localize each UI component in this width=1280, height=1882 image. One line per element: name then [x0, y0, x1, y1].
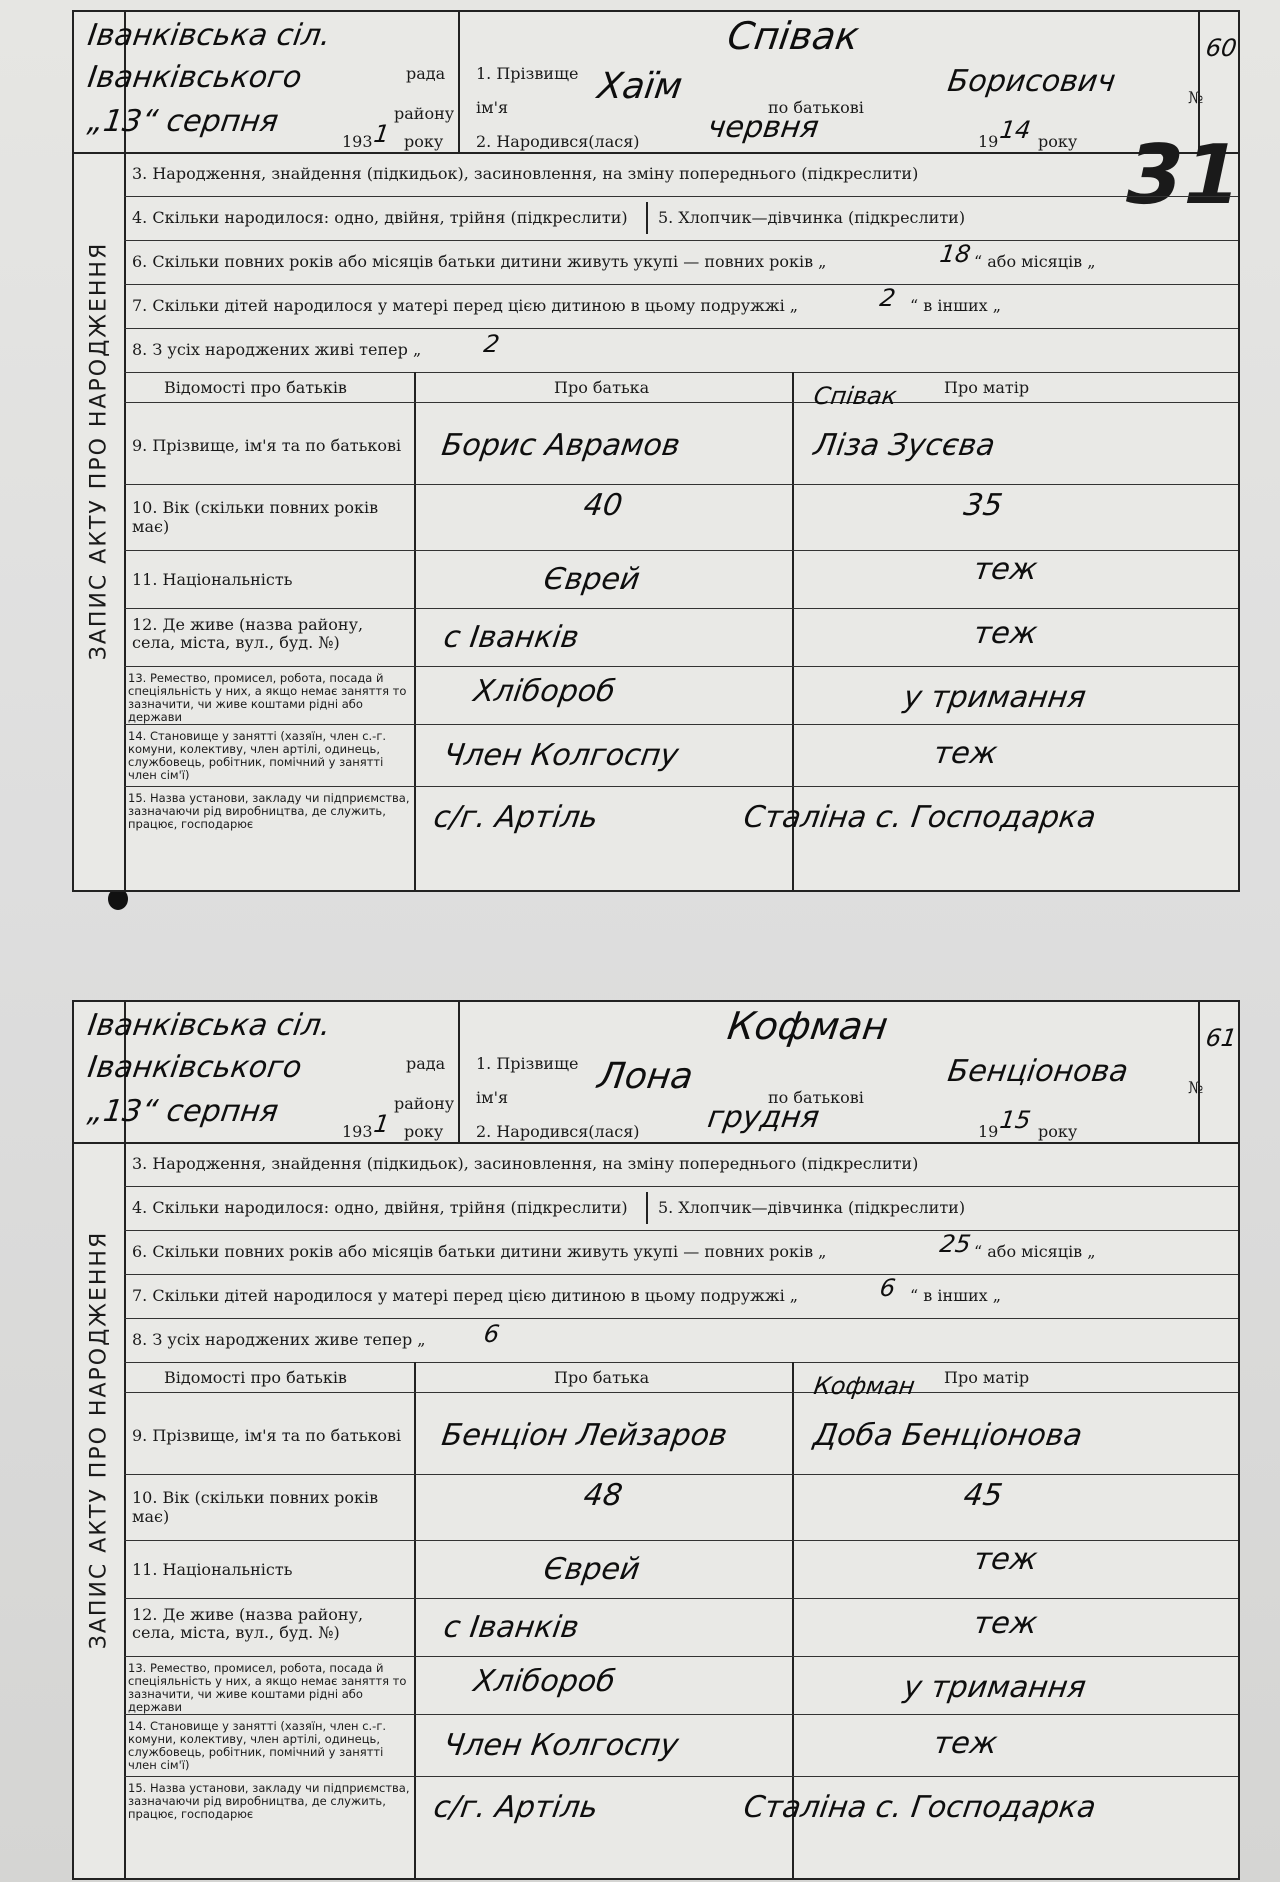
- district-suffix: району: [394, 1094, 455, 1113]
- r15-mother: Сталіна с. Господарка: [741, 800, 1099, 835]
- r12-label: 12. Де живе (назва району, села, міста, вул., буд. №): [132, 1605, 364, 1642]
- q7-text: 7. Скільки дітей народилося у матері перед цією дитиною в цьому подружжі „: [132, 296, 799, 315]
- district-name: Іванківського: [85, 60, 304, 95]
- birth-month: грудня: [705, 1100, 822, 1135]
- row-r13: [124, 666, 1238, 725]
- birth-record-card: [72, 10, 1251, 892]
- year-suffix: року: [404, 132, 444, 151]
- q6-text: 6. Скільки повних років або місяців батьки дитини живуть укупі — повних років „: [132, 1242, 827, 1261]
- row-q3: [124, 152, 1238, 197]
- row-r10: [124, 484, 1238, 551]
- council-suffix: рада: [406, 64, 446, 83]
- surname-label: 1. Прізвище: [476, 64, 579, 83]
- surname-label: 1. Прізвище: [476, 1054, 579, 1073]
- q6-value: 25: [938, 1230, 973, 1258]
- q7-tail: “ в інших „: [910, 1286, 1002, 1305]
- q3-text: 3. Народження, знайдення (підкидьок), засиновлення, на зміну попереднього (підкреслити): [132, 164, 919, 183]
- r13-mother: у тримання: [901, 1670, 1089, 1705]
- row-col-heads: [124, 372, 1238, 403]
- child-surname: Співак: [724, 14, 862, 58]
- r15-label: 15. Назва установи, закладу чи підприємства, зазначаючи рід виробництва, де служить, працює, господарює: [128, 1781, 410, 1821]
- r10-mother: 35: [961, 488, 1005, 523]
- q6-tail: “ або місяців „: [974, 252, 1096, 271]
- q4-text: 4. Скільки народилося: одно, двійня, трійня (підкреслити): [132, 208, 628, 227]
- year-suffix: року: [404, 1122, 444, 1141]
- r11-father: Єврей: [541, 1552, 643, 1587]
- record-body: [124, 152, 1238, 890]
- q8-value: 6: [482, 1320, 502, 1348]
- r12-father: с Іванків: [441, 620, 582, 655]
- council-name: Іванківська сіл.: [85, 18, 333, 53]
- r14-label: 14. Становище у занятті (хазяїн, член с.-г. комуни, колективу, член артілі, одинець, службовець, робітник, помічний у занятті член сім'ї): [128, 729, 387, 782]
- record-side-title: ЗАПИС АКТУ ПРО НАРОДЖЕННЯ: [86, 241, 112, 661]
- birth-year-handwritten: 14: [998, 116, 1033, 144]
- record-number: 60: [1204, 34, 1239, 62]
- birth-year-suffix: року: [1038, 132, 1078, 151]
- birth-month: червня: [705, 110, 822, 145]
- header-child-cell: [458, 12, 1200, 152]
- header-registry-cell: [74, 12, 460, 152]
- q8-text: 8. З усіх народжених живе тепер „: [132, 1330, 426, 1349]
- r14-label: 14. Становище у занятті (хазяїн, член с.-г. комуни, колективу, член артілі, одинець, службовець, робітник, помічний у занятті член сім'ї): [128, 1719, 387, 1772]
- r15-father: с/г. Артіль: [431, 1790, 601, 1825]
- name-label: ім'я: [476, 98, 509, 117]
- record-header: [74, 1002, 1238, 1144]
- q7-value: 2: [878, 284, 898, 312]
- r15-father: с/г. Артіль: [431, 800, 601, 835]
- number-label: №: [1188, 88, 1204, 107]
- row-r11: [124, 1540, 1238, 1599]
- r9-father-surname: Кофман: [812, 1372, 917, 1400]
- col-head-info: Відомості про батьків: [164, 1368, 347, 1387]
- child-patronymic: Борисович: [945, 64, 1118, 99]
- r14-father: Член Колгоспу: [441, 738, 681, 773]
- header-registry-cell: [74, 1002, 460, 1142]
- row-q6: [124, 1230, 1238, 1275]
- r11-mother: теж: [971, 1542, 1040, 1577]
- row-r15: [124, 1776, 1238, 1836]
- birth-year-handwritten: 15: [998, 1106, 1033, 1134]
- r9-mother: Ліза Зусєва: [811, 428, 998, 463]
- header-number-cell: [1188, 1002, 1239, 1142]
- record-number: 61: [1204, 1024, 1239, 1052]
- r9-father-surname: Співак: [812, 382, 899, 410]
- row-q7: [124, 284, 1238, 329]
- row-r14: [124, 1714, 1238, 1777]
- r14-mother: теж: [931, 736, 1000, 771]
- record-side-title: ЗАПИС АКТУ ПРО НАРОДЖЕННЯ: [86, 1230, 112, 1650]
- q4-text: 4. Скільки народилося: одно, двійня, трійня (підкреслити): [132, 1198, 628, 1217]
- r13-father: Хлібороб: [471, 674, 618, 709]
- row-q4-q5: [124, 1186, 1238, 1231]
- q7-tail: “ в інших „: [910, 296, 1002, 315]
- child-surname: Кофман: [724, 1004, 891, 1048]
- col-head-mother: Про матір: [944, 378, 1030, 397]
- r9-father: Борис Аврамов: [439, 428, 683, 463]
- r9-mother: Доба Бенціонова: [811, 1418, 1085, 1453]
- r11-father: Єврей: [541, 562, 643, 597]
- divider: [646, 1192, 648, 1224]
- r12-label: 12. Де живе (назва району, села, міста, вул., буд. №): [132, 615, 364, 652]
- q6-value: 18: [938, 240, 973, 268]
- r10-label: 10. Вік (скільки повних років має): [132, 498, 379, 536]
- year-prefix: 193: [342, 132, 373, 151]
- r12-mother: теж: [971, 616, 1040, 651]
- row-r15: [124, 786, 1238, 846]
- r12-mother: теж: [971, 1606, 1040, 1641]
- row-r12: [124, 1598, 1238, 1657]
- registration-date: „13“ серпня: [85, 1094, 281, 1129]
- q6-text: 6. Скільки повних років або місяців батьки дитини живуть укупі — повних років „: [132, 252, 827, 271]
- r11-label: 11. Національність: [132, 570, 293, 589]
- q7-value: 6: [878, 1274, 898, 1302]
- row-r14: [124, 724, 1238, 787]
- child-name: Лона: [595, 1056, 696, 1097]
- r13-label: 13. Ремество, промисел, робота, посада й спеціяльність у них, а якщо немає заняття то зазначити, чи живе коштами рідні або держави: [128, 671, 407, 724]
- record-header: [74, 12, 1238, 154]
- row-q7: [124, 1274, 1238, 1319]
- row-q6: [124, 240, 1238, 285]
- patronymic-label: по батькові: [768, 98, 864, 117]
- r11-label: 11. Національність: [132, 1560, 293, 1579]
- q5-text: 5. Хлопчик—дівчинка (підкреслити): [658, 208, 966, 227]
- r9-label: 9. Прізвище, ім'я та по батькові: [132, 1426, 402, 1445]
- r9-father: Бенціон Лейзаров: [439, 1418, 730, 1453]
- r13-father: Хлібороб: [471, 1664, 618, 1699]
- r10-label: 10. Вік (скільки повних років має): [132, 1488, 379, 1526]
- divider: [646, 202, 648, 234]
- birth-year-prefix: 19: [978, 1122, 999, 1141]
- birth-year-suffix: року: [1038, 1122, 1078, 1141]
- row-q8: [124, 1318, 1238, 1363]
- q8-text: 8. З усіх народжених живі тепер „: [132, 340, 422, 359]
- born-label: 2. Народився(лася): [476, 1122, 640, 1141]
- born-label: 2. Народився(лася): [476, 132, 640, 151]
- row-r12: [124, 608, 1238, 667]
- r15-label: 15. Назва установи, закладу чи підприємства, зазначаючи рід виробництва, де служить, працює, господарює: [128, 791, 410, 831]
- r10-father: 48: [581, 1478, 625, 1513]
- col-head-father: Про батька: [554, 378, 650, 397]
- col-head-info: Відомості про батьків: [164, 378, 347, 397]
- margin-number: 31: [1115, 128, 1251, 223]
- header-child-cell: [458, 1002, 1200, 1142]
- district-name: Іванківського: [85, 1050, 304, 1085]
- r15-mother: Сталіна с. Господарка: [741, 1790, 1099, 1825]
- council-name: Іванківська сіл.: [85, 1008, 333, 1043]
- year-prefix: 193: [342, 1122, 373, 1141]
- r13-mother: у тримання: [901, 680, 1089, 715]
- q3-text: 3. Народження, знайдення (підкидьок), засиновлення, на зміну попереднього (підкреслити): [132, 1154, 919, 1173]
- child-name: Хаїм: [595, 66, 685, 107]
- r10-mother: 45: [961, 1478, 1005, 1513]
- patronymic-label: по батькові: [768, 1088, 864, 1107]
- r14-father: Член Колгоспу: [441, 1728, 681, 1763]
- name-label: ім'я: [476, 1088, 509, 1107]
- q8-value: 2: [482, 330, 502, 358]
- number-label: №: [1188, 1078, 1204, 1097]
- r10-father: 40: [581, 488, 625, 523]
- q5-text: 5. Хлопчик—дівчинка (підкреслити): [658, 1198, 966, 1217]
- row-r11: [124, 550, 1238, 609]
- col-head-mother: Про матір: [944, 1368, 1030, 1387]
- r14-mother: теж: [931, 1726, 1000, 1761]
- r12-father: с Іванків: [441, 1610, 582, 1645]
- r13-label: 13. Ремество, промисел, робота, посада й спеціяльність у них, а якщо немає заняття то зазначити, чи живе коштами рідні або держави: [128, 1661, 407, 1714]
- row-col-heads: [124, 1362, 1238, 1393]
- col-head-father: Про батька: [554, 1368, 650, 1387]
- birth-record-card: [72, 1000, 1240, 1880]
- record-body: [124, 1142, 1238, 1878]
- child-patronymic: Бенціонова: [945, 1054, 1131, 1089]
- birth-year-prefix: 19: [978, 132, 999, 151]
- q7-text: 7. Скільки дітей народилося у матері перед цією дитиною в цьому подружжі „: [132, 1286, 799, 1305]
- row-q8: [124, 328, 1238, 373]
- year-handwritten: 1: [372, 1110, 392, 1138]
- row-r13: [124, 1656, 1238, 1715]
- registration-date: „13“ серпня: [85, 104, 281, 139]
- row-q3: [124, 1142, 1238, 1187]
- r9-label: 9. Прізвище, ім'я та по батькові: [132, 436, 402, 455]
- q6-tail: “ або місяців „: [974, 1242, 1096, 1261]
- district-suffix: району: [394, 104, 455, 123]
- year-handwritten: 1: [372, 120, 392, 148]
- council-suffix: рада: [406, 1054, 446, 1073]
- r11-mother: теж: [971, 552, 1040, 587]
- row-r10: [124, 1474, 1238, 1541]
- row-q4-q5: [124, 196, 1238, 241]
